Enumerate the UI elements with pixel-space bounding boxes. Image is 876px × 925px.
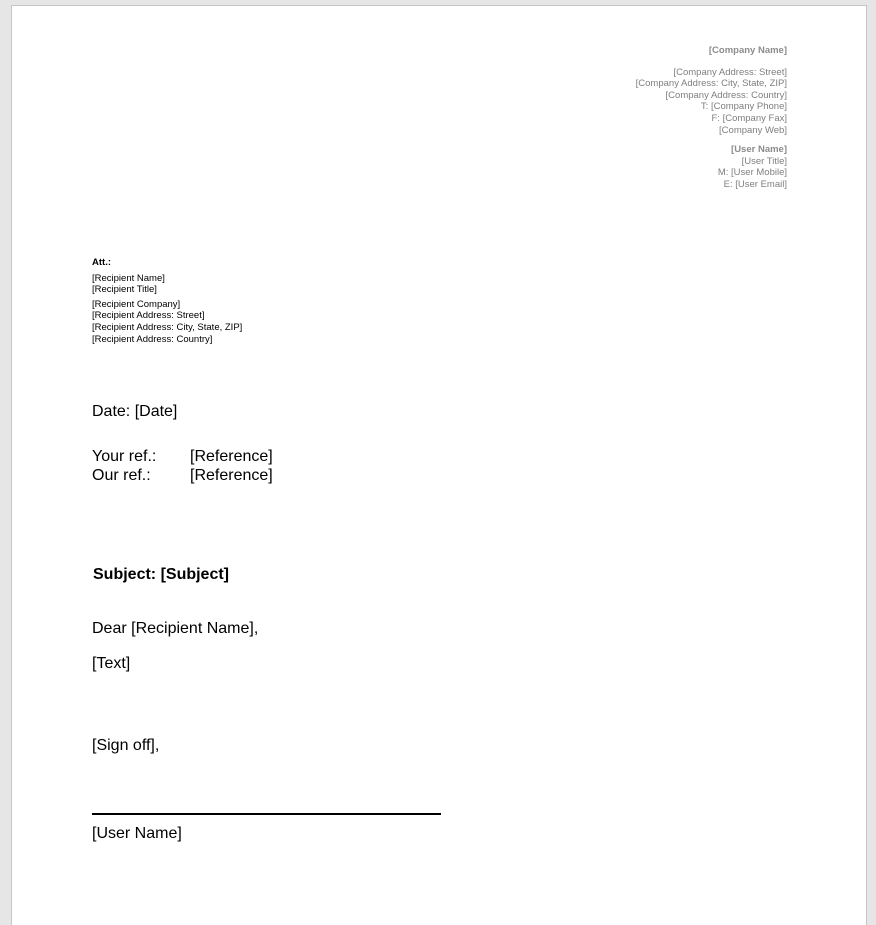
our-reference-row (92, 466, 273, 485)
signature-line (92, 813, 441, 815)
company-address-street: [Company Address: Street] (673, 66, 787, 78)
user-email: E: [User Email] (723, 178, 787, 190)
att-label: Att.: (92, 257, 111, 268)
sign-off: [Sign off], (92, 737, 160, 754)
recipient-address-country: [Recipient Address: Country] (92, 333, 213, 345)
salutation: Dear [Recipient Name], (92, 620, 259, 637)
subject-line: Subject: [Subject] (93, 566, 230, 583)
recipient-address-city: [Recipient Address: City, State, ZIP] (92, 321, 243, 333)
company-header (636, 45, 787, 191)
references-block (92, 447, 273, 485)
your-reference-row (92, 447, 273, 466)
your-ref-label: Your ref.: (92, 448, 157, 465)
document-page (11, 5, 867, 925)
user-mobile: M: [User Mobile] (717, 167, 787, 179)
signature-name: [User Name] (92, 825, 182, 842)
recipient-address-street: [Recipient Address: Street] (92, 310, 205, 322)
recipient-company: [Recipient Company] (92, 298, 181, 310)
date-line: Date: [Date] (92, 403, 178, 420)
your-ref-value: [Reference] (190, 448, 273, 465)
user-name: [User Name] (731, 144, 787, 156)
body-text: [Text] (92, 655, 131, 672)
company-address-country: [Company Address: Country] (665, 89, 787, 101)
company-phone: T: [Company Phone] (700, 101, 787, 113)
our-ref-label: Our ref.: (92, 467, 151, 484)
company-address-city: [Company Address: City, State, ZIP] (635, 78, 787, 90)
recipient-title: [Recipient Title] (92, 284, 157, 296)
our-ref-value: [Reference] (190, 467, 273, 484)
recipient-block (92, 257, 242, 345)
company-name: [Company Name] (708, 45, 787, 56)
recipient-name: [Recipient Name] (92, 272, 165, 284)
company-fax: F: [Company Fax] (711, 112, 787, 124)
company-web: [Company Web] (719, 124, 787, 136)
user-title: [User Title] (741, 155, 787, 167)
